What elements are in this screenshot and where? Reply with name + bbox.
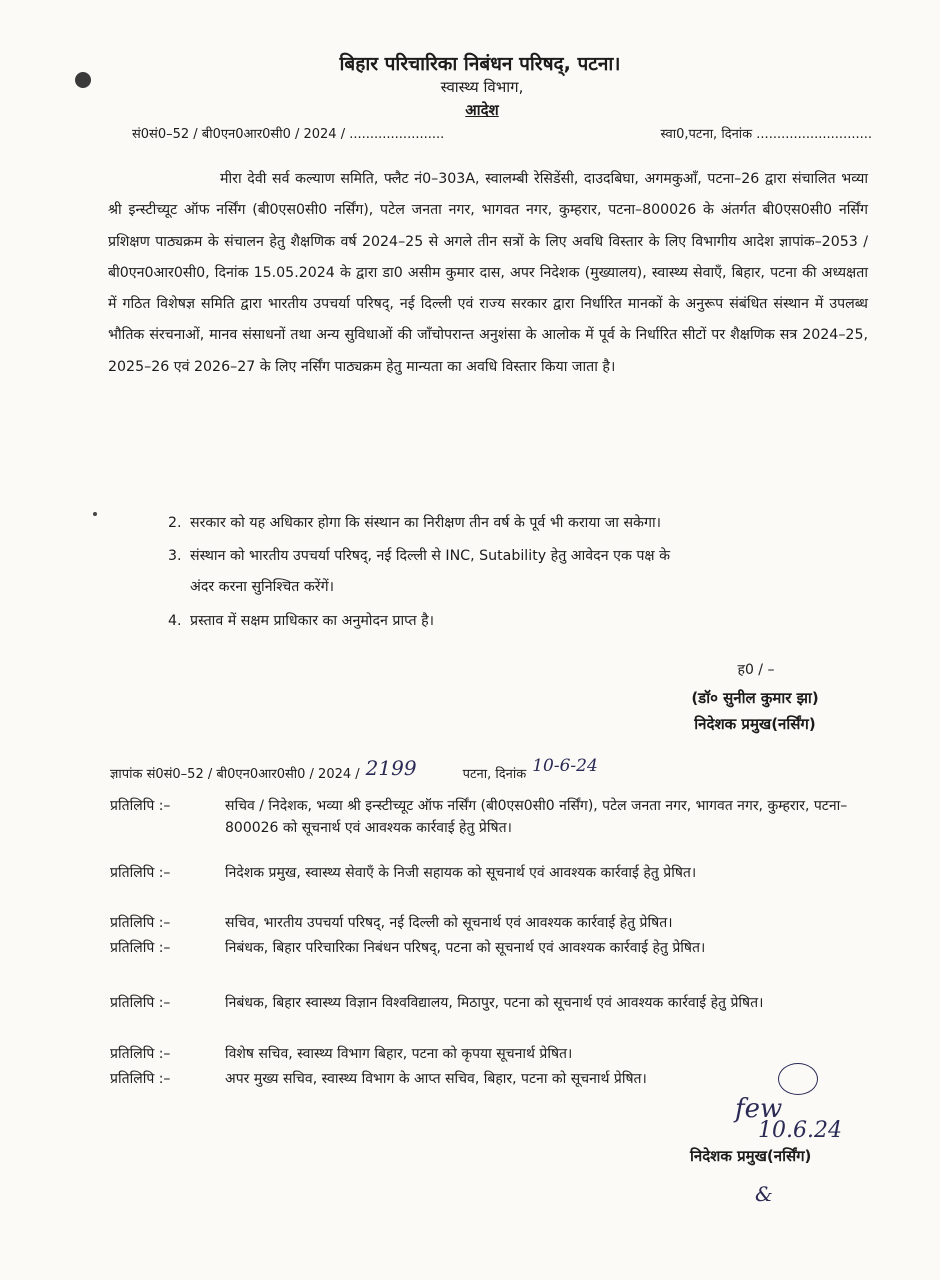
reference-line <box>132 124 872 142</box>
copy-label: प्रतिलिपि :– <box>110 798 171 814</box>
copy-label: प्रतिलिपि :– <box>110 915 171 931</box>
item-text: प्रस्ताव में सक्षम प्राधिकार का अनुमोदन प्राप्त है। <box>190 613 435 629</box>
item-number: 2. <box>168 515 182 531</box>
list-item <box>168 606 868 637</box>
signed-mark: ह0 / – <box>737 662 775 678</box>
ref-number: सं0सं0–52 / बी0एन0आर0सी0 / 2024 / ....................... <box>132 127 445 142</box>
copy-text: निबंधक, बिहार परिचारिका निबंधन परिषद्, पटना को सूचनार्थ एवं आवश्यक कार्रवाई हेतु प्रेषित। <box>225 940 706 956</box>
copy-text: विशेष सचिव, स्वास्थ्य विभाग बिहार, पटना को कृपया सूचनार्थ प्रेषित। <box>225 1046 573 1062</box>
copy-text: निबंधक, बिहार स्वास्थ्य विज्ञान विश्वविद्यालय, मिठापुर, पटना को सूचनार्थ एवं आवश्यक कार्रवाई हेतु प्रेषित। <box>225 995 764 1011</box>
copy-label: प्रतिलिपि :– <box>110 1071 171 1087</box>
memo-prefix: ज्ञापांक सं0सं0–52 / बी0एन0आर0सी0 / 2024 / <box>110 767 360 782</box>
copy-row <box>110 992 870 1014</box>
item-number: 3. <box>168 548 182 564</box>
ref-date: स्वा0,पटना, दिनांक ............................ <box>660 127 872 142</box>
ink-dot <box>93 512 97 516</box>
memo-number-handwritten: 2199 <box>365 756 417 780</box>
signatory-title: निदेशक प्रमुख(नर्सिंग) <box>694 715 816 733</box>
memo-date-label: पटना, दिनांक <box>462 767 527 782</box>
item-number: 4. <box>168 613 182 629</box>
copy-label: प्रतिलिपि :– <box>110 995 171 1011</box>
handwritten-circle <box>778 1063 818 1095</box>
list-item <box>168 541 868 603</box>
handwritten-initial: & <box>755 1182 773 1206</box>
copy-row <box>110 1068 870 1090</box>
copy-label: प्रतिलिपि :– <box>110 940 171 956</box>
order-title: आदेश <box>465 101 499 119</box>
copy-row <box>110 1043 870 1065</box>
org-title: बिहार परिचारिका निबंधन परिषद्, पटना। <box>339 53 621 75</box>
copy-text: सचिव, भारतीय उपचर्या परिषद्, नई दिल्ली को सूचनार्थ एवं आवश्यक कार्रवाई हेतु प्रेषित। <box>225 915 673 931</box>
list-item <box>168 508 868 539</box>
order-paragraph: मीरा देवी सर्व कल्याण समिति, फ्लैट नं0–303A, स्वालम्बी रेसिडेंसी, दाउदबिघा, अगमकुआँ, पटना–26 द्वारा संचालित भव्या श्री इन्स्टीच्यूट ऑफ नर्सिंग (बी0एस0सी0 नर्सिंग), पटेल जनता नगर, भागवत नगर, कुम्हरार, पटना–800026 के अंतर्गत बी0एस0सी0 नर्सिंग प्रशिक्षण पाठ्यक्रम के संचालन हेतु शैक्षणिक वर्ष 2024–25 से अगले तीन सत्रों के लिए अवधि विस्तार के लिए विभागीय आदेश ज्ञापांक–2053 / बी0एन0आर0सी0, दिनांक 15.05.2024 के द्वारा डा0 असीम कुमार दास, अपर निदेशक (मुख्यालय), स्वास्थ्य सेवाएँ, बिहार, पटना की अध्यक्षता में गठित विशेषज्ञ समिति द्वारा भारतीय उपचर्या परिषद्, नई दिल्ली एवं राज्य सरकार द्वारा निर्धारित मानकों के अनुरूप संबंधित संस्थान में उपलब्ध भौतिक संरचनाओं, मानव संसाधनों तथा अन्य सुविधाओं की जाँचोपरान्त अनुशंसा के आलोक में पूर्व के निर्धारित सीटों पर शैक्षणिक सत्र 2024–25, 2025–26 एवं 2026–27 के लिए नर्सिंग पाठ्यक्रम हेतु मान्यता का अवधि विस्तार किया जाता है। <box>108 171 868 375</box>
copy-row <box>110 912 870 934</box>
handwritten-date: 10.6.24 <box>758 1118 842 1143</box>
item-text-cont: अंदर करना सुनिश्चित करेंगें। <box>190 579 334 595</box>
item-text: संस्थान को भारतीय उपचर्या परिषद्, नई दिल्ली से INC, Sutability हेतु आवेदन एक पक्ष के <box>190 548 670 564</box>
memo-line <box>110 756 870 782</box>
copy-row <box>110 862 870 884</box>
copy-text: सचिव / निदेशक, भव्या श्री इन्स्टीच्यूट ऑफ नर्सिंग (बी0एस0सी0 नर्सिंग), पटेल जनता नगर, भागवत नगर, कुम्हरार, पटना–800026 को सूचनार्थ एवं आवश्यक कार्रवाई हेतु प्रेषित। <box>225 798 848 836</box>
copy-text: निदेशक प्रमुख, स्वास्थ्य सेवाएँ के निजी सहायक को सूचनार्थ एवं आवश्यक कार्रवाई हेतु प्रेषित। <box>225 865 697 881</box>
copy-row <box>110 937 870 959</box>
item-text: सरकार को यह अधिकार होगा कि संस्थान का निरीक्षण तीन वर्ष के पूर्व भी कराया जा सकेगा। <box>190 515 661 531</box>
copy-row <box>110 795 870 839</box>
copy-label: प्रतिलिपि :– <box>110 865 171 881</box>
dept-title: स्वास्थ्य विभाग, <box>440 78 524 96</box>
copy-text: अपर मुख्य सचिव, स्वास्थ्य विभाग के आप्त सचिव, बिहार, पटना को सूचनार्थ प्रेषित। <box>225 1071 647 1087</box>
final-signatory-title: निदेशक प्रमुख(नर्सिंग) <box>690 1147 812 1165</box>
memo-date-handwritten: 10-6-24 <box>532 756 598 776</box>
copy-label: प्रतिलिपि :– <box>110 1046 171 1062</box>
handwritten-signature: few <box>735 1094 783 1124</box>
signatory-name: (डॉ० सुनील कुमार झा) <box>691 689 819 707</box>
